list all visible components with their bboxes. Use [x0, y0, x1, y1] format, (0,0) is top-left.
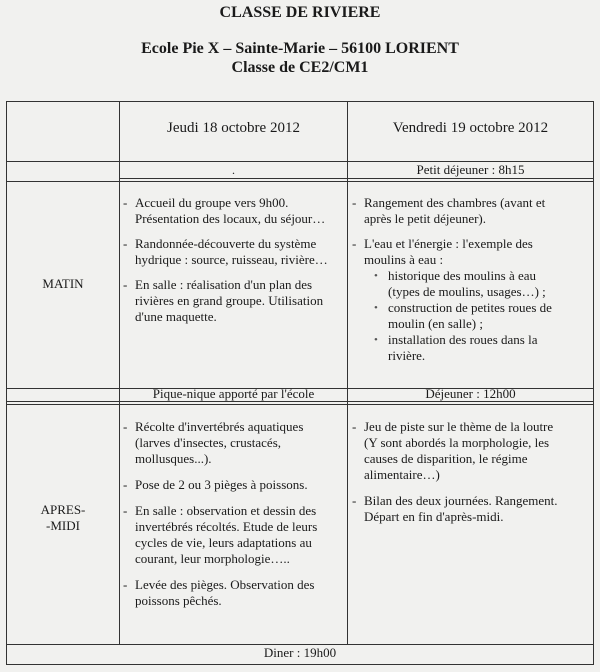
afternoon-day1-activities [123, 419, 345, 618]
sub-activity-item: • construction de petites roues de moulin (en salle) ; [374, 300, 552, 331]
activity-item: - Récolte d'invertébrés aquatiques (larves d'insectes, crustacés, mollusques...). [123, 419, 304, 466]
sub-activity-item: • historique des moulins à eau (types de moulins, usages…) ; [374, 268, 546, 299]
afternoon-day2-activities [352, 419, 592, 534]
activity-item: - Levée des pièges. Observation des poissons pêchés. [123, 577, 315, 608]
activity-item: - En salle : observation et dessin des invertébrés récoltés. Etude de leurs cycles de vie, leurs adaptations au courant, leur morphologie….. [123, 503, 318, 566]
activity-item: - Randonnée-découverte du système hydrique : source, ruisseau, rivière… [123, 236, 328, 267]
activity-item: - En salle : réalisation d'un plan des rivières en grand groupe. Utilisation d'une maquette. [123, 277, 324, 324]
activity-item: - Rangement des chambres (avant et après le petit déjeuner). [352, 195, 546, 226]
activity-item: - Jeu de piste sur le thème de la loutre (Y sont abordés la morphologie, les causes de disparition, le régime alimentaire…) [352, 419, 554, 482]
activity-item: - Accueil du groupe vers 9h00. Présentation des locaux, du séjour… [123, 195, 326, 226]
day-header-2: Vendredi 19 octobre 2012 [392, 120, 549, 136]
activity-item: - Pose de 2 ou 3 pièges à poissons. [123, 477, 308, 492]
breakfast-day1: . [232, 163, 235, 177]
morning-day1-activities [123, 195, 345, 334]
afternoon-label: APRES- -MIDI [40, 502, 86, 533]
activity-item: - L'eau et l'énergie : l'exemple des moulins à eau : [352, 236, 533, 267]
day-header-1: Jeudi 18 octobre 2012 [167, 120, 300, 136]
morning-day2-activities [352, 195, 592, 364]
page-title: CLASSE DE RIVIERE [219, 4, 381, 21]
sub-activity-item: • installation des roues dans la rivière. [374, 332, 538, 363]
activity-item: - Bilan des deux journées. Rangement. Départ en fin d'après-midi. [352, 493, 558, 524]
class-name: Classe de CE2/CM1 [231, 59, 369, 76]
dinner-row: Diner : 19h00 [263, 645, 337, 660]
breakfast-day2: Petit déjeuner : 8h15 [416, 162, 525, 177]
lunch-day1: Pique-nique apporté par l'école [152, 386, 315, 401]
morning-label: MATIN [42, 276, 84, 291]
school-name: Ecole Pie X – Sainte-Marie – 56100 LORIENT [141, 40, 459, 57]
lunch-day2: Déjeuner : 12h00 [425, 386, 516, 401]
